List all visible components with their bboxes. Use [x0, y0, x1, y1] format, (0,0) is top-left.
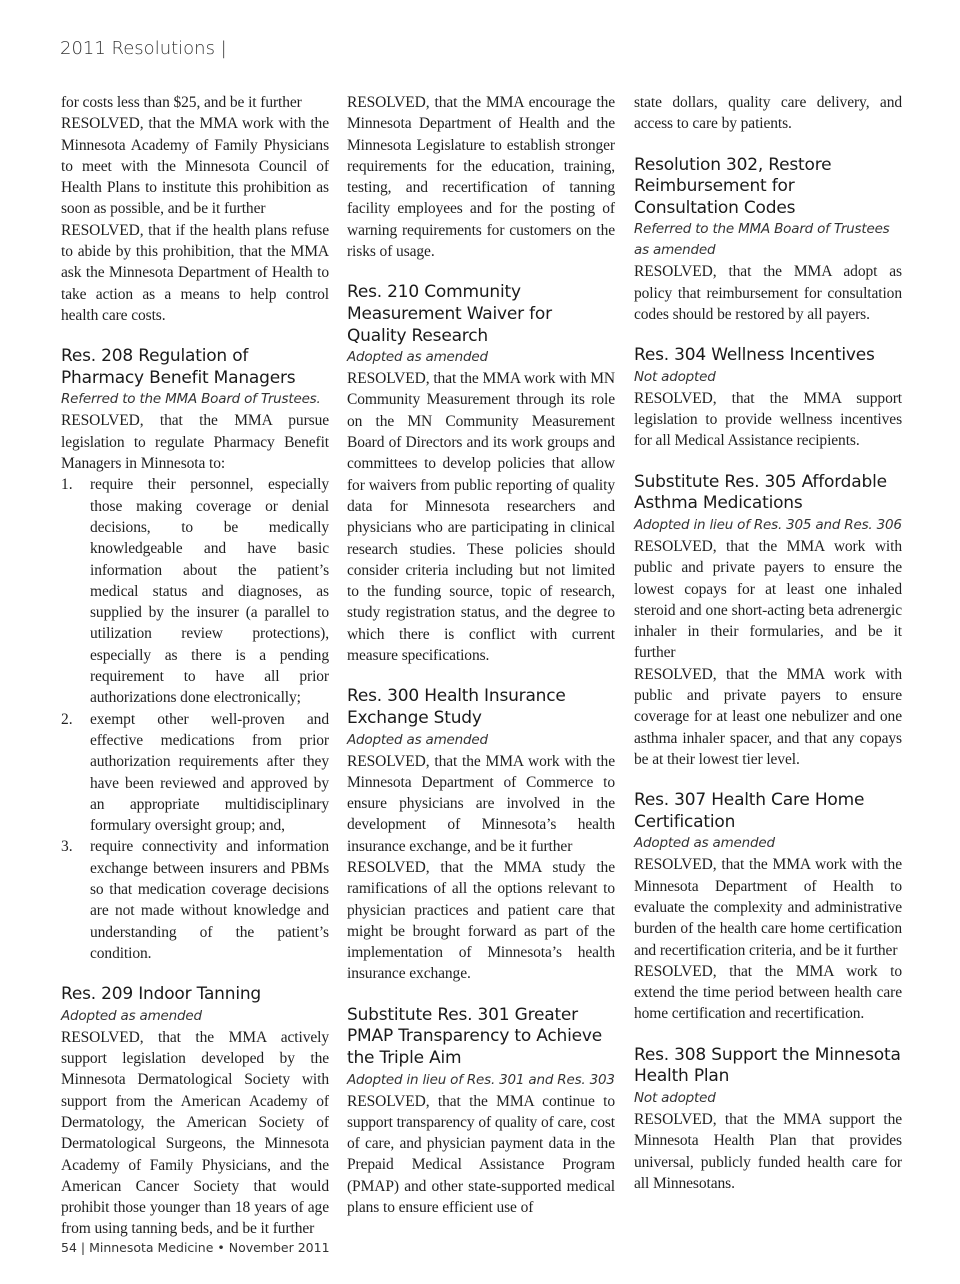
- paragraph: RESOLVED, that the MMA pursue legislation to regulate Pharmacy Benefit Managers in Minnesota to:: [61, 412, 329, 473]
- resolution-status: Not adopted: [634, 368, 716, 385]
- column-middle: [347, 92, 615, 1218]
- numbered-list: [61, 474, 329, 964]
- paragraph: RESOLVED, that the MMA work with public and private payers to ensure the lowest copays for at least one inhaled steroid and one short-acting beta adrenergic inhaler in their formularies, and be it further: [634, 537, 902, 662]
- paragraph: RESOLVED, that the MMA adopt as policy that reimbursement for consultation codes should be restored by all payers.: [634, 263, 902, 323]
- paragraph: RESOLVED, that the MMA work with public and private payers to ensure coverage for at least one nebulizer and one asthma inhaler spacer, and that any copays be at their lowest tier level.: [634, 665, 902, 768]
- paragraph: state dollars, quality care delivery, and access to care by patients.: [634, 94, 902, 133]
- resolution-status: Adopted in lieu of Res. 301 and Res. 303: [347, 1071, 615, 1088]
- page-footer: 54 | Minnesota Medicine • November 2011: [61, 1240, 330, 1255]
- column-right: [634, 92, 902, 1194]
- resolution-status: Adopted as amended: [634, 835, 775, 852]
- paragraph: RESOLVED, that the MMA study the ramifications of all the options relevant to physician practices and patient care that might be brought forward as part of the implementation of Minnesota’s health insurance exchange.: [347, 858, 615, 983]
- resolution-status: Adopted as amended: [347, 731, 488, 748]
- resolution-heading: Res. 308 Support the Minnesota Health Plan: [634, 1044, 901, 1087]
- list-number: 1.: [61, 476, 73, 494]
- resolution-heading: Substitute Res. 301 Greater PMAP Transparency to Achieve the Triple Aim: [347, 1004, 603, 1068]
- list-item-text: exempt other well-proven and effective medications from prior authorization requirements after they have been reviewed and approved by an appropriate multidisciplinary formulary oversight group; and,: [90, 710, 329, 835]
- paragraph: RESOLVED, that if the health plans refuse to abide by this prohibition, that the MMA ask the Minnesota Department of Health to take action as a means to help control health care costs.: [61, 221, 329, 324]
- paragraph: RESOLVED, that the MMA work with the Minnesota Department of Health to evaluate the complexity and administrative burden of the health care home certification and recertification criteria, and be it further: [634, 856, 902, 959]
- resolution-status: Adopted as amended: [347, 349, 488, 366]
- list-item: [61, 836, 329, 964]
- list-item: [61, 474, 329, 708]
- paragraph: for costs less than $25, and be it further: [61, 94, 302, 111]
- resolution-heading: Resolution 302, Restore Reimbursement for Consultation Codes: [634, 154, 832, 218]
- list-number: 2.: [61, 710, 73, 728]
- paragraph: RESOLVED, that the MMA actively support legislation developed by the Minnesota Dermatological Society with support from the American Academy of Dermatology, the American Society of Dermatological Surgeons, the Minnesota Academy of Family Physicians, and the American Cancer Society that would prohibit those younger than 18 years of age from using tanning beds, and be it further: [61, 1028, 329, 1238]
- column-left: [61, 92, 329, 1240]
- resolution-heading: Res. 300 Health Insurance Exchange Study: [347, 686, 566, 728]
- list-item-text: require connectivity and information exchange between insurers and PBMs so that medication coverage decisions are not made without knowledge and understanding of the patient’s condition.: [90, 838, 329, 962]
- paragraph: RESOLVED, that the MMA work to extend the time period between health care home certification and recertification.: [634, 962, 902, 1023]
- resolution-heading: Res. 304 Wellness Incentives: [634, 345, 875, 366]
- resolution-heading: Res. 208 Regulation of Pharmacy Benefit Managers: [61, 346, 296, 388]
- paragraph: RESOLVED, that the MMA encourage the Minnesota Department of Health and the Minnesota Legislature to establish stronger requirements for the education, training, testing, and recertification of tanning facility employees and for the posting of warning requirements for customers on the risks of usage.: [347, 94, 615, 261]
- list-number: 3.: [61, 838, 73, 856]
- resolution-heading: Res. 209 Indoor Tanning: [61, 984, 262, 1005]
- paragraph: RESOLVED, that the MMA continue to support transparency of quality of care, cost of care, and physician payment data in the Prepaid Medical Assistance Program (PMAP) and other state-supported medical plans to ensure efficient use of: [347, 1092, 615, 1217]
- paragraph: RESOLVED, that the MMA support legislation to provide wellness incentives for all Medical Assistance recipients.: [634, 389, 902, 450]
- resolution-status: Adopted in lieu of Res. 305 and Res. 306: [634, 516, 902, 533]
- list-item: [61, 709, 329, 837]
- paragraph: RESOLVED, that the MMA work with MN Community Measurement through its role on the MN Community Measurement Board of Directors and its work groups and committees to develop policies that allow for waivers from public reporting of quality data for Minnesota researchers and physicians who are participating in clinical research studies. These policies should consider criteria including but not limited to the funding source, topic of research, study registration status, and the degree to which there is conflict with current measure specifications.: [347, 370, 615, 665]
- paragraph: RESOLVED, that the MMA work with the Minnesota Department of Commerce to ensure physicians are involved in the development of Minnesota’s health insurance exchange, and be it further: [347, 752, 615, 855]
- resolution-status: Referred to the MMA Board of Trustees as amended: [634, 221, 890, 259]
- page-header: 2011 Resolutions |: [60, 38, 227, 59]
- resolution-status: Adopted as amended: [61, 1007, 202, 1024]
- list-item-text: require their personnel, especially those making coverage or denial decisions, to be medically knowledgeable and have basic information about the patient’s medical status and diagnoses, as supplied by the insurer (a parallel to utilization review protections), especially as there is a pending requirement to have all prior authorizations done electronically;: [90, 476, 329, 707]
- resolution-heading: Res. 210 Community Measurement Waiver for Quality Research: [347, 282, 552, 346]
- resolution-heading: Res. 307 Health Care Home Certification: [634, 790, 865, 832]
- resolution-status: Referred to the MMA Board of Trustees.: [61, 391, 321, 408]
- resolution-status: Not adopted: [634, 1089, 716, 1106]
- paragraph: RESOLVED, that the MMA support the Minnesota Health Plan that provides universal, publicly funded health care for all Minnesotans.: [634, 1110, 902, 1192]
- paragraph: RESOLVED, that the MMA work with the Minnesota Academy of Family Physicians to meet with the Minnesota Council of Health Plans to institute this prohibition as soon as possible, and be it further: [61, 115, 329, 218]
- resolution-heading: Substitute Res. 305 Affordable Asthma Medications: [634, 471, 887, 514]
